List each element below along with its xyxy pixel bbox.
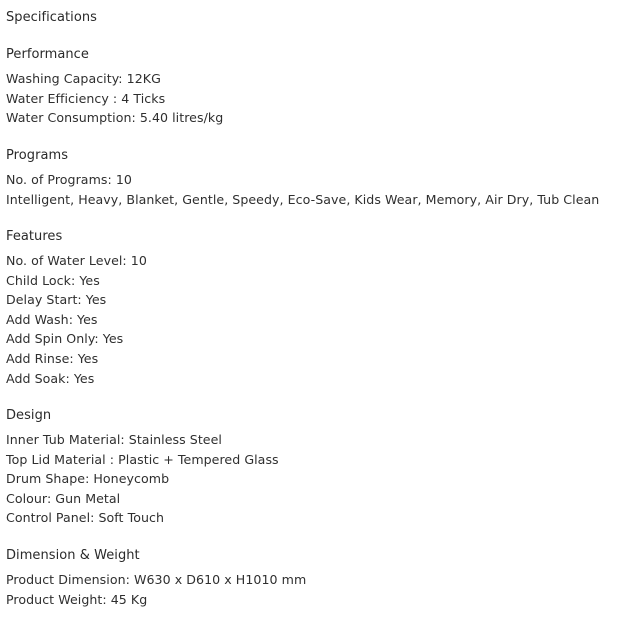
spec-item: No. of Programs: 10: [6, 172, 132, 187]
spec-item: Water Consumption: 5.40 litres/kg: [6, 110, 224, 125]
section-heading-features: Features: [6, 229, 63, 244]
spec-item: Drum Shape: Honeycomb: [6, 471, 170, 486]
spec-item: Add Spin Only: Yes: [6, 331, 124, 346]
spec-item: Child Lock: Yes: [6, 273, 100, 288]
spec-item: Washing Capacity: 12KG: [6, 71, 161, 86]
page-title: Specifications: [6, 10, 97, 25]
spec-item: Delay Start: Yes: [6, 292, 107, 307]
spec-item: Inner Tub Material: Stainless Steel: [6, 432, 222, 447]
spec-item: Intelligent, Heavy, Blanket, Gentle, Speedy, Eco-Save, Kids Wear, Memory, Air Dry, Tub Clean: [6, 192, 600, 207]
spec-item: Top Lid Material : Plastic + Tempered Glass: [6, 452, 279, 467]
spec-item: Product Weight: 45 Kg: [6, 592, 148, 607]
section-heading-programs: Programs: [6, 148, 69, 163]
spec-item: Control Panel: Soft Touch: [6, 510, 164, 525]
spec-item: No. of Water Level: 10: [6, 253, 147, 268]
spec-item: Product Dimension: W630 x D610 x H1010 mm: [6, 572, 307, 587]
spec-item: Add Soak: Yes: [6, 371, 95, 386]
section-heading-dimension-weight: Dimension & Weight: [6, 548, 140, 563]
spec-item: Add Rinse: Yes: [6, 351, 99, 366]
spec-item: Colour: Gun Metal: [6, 491, 121, 506]
section-heading-design: Design: [6, 408, 52, 423]
spec-item: Water Efficiency : 4 Ticks: [6, 91, 166, 106]
section-heading-performance: Performance: [6, 47, 89, 62]
spec-item: Add Wash: Yes: [6, 312, 98, 327]
